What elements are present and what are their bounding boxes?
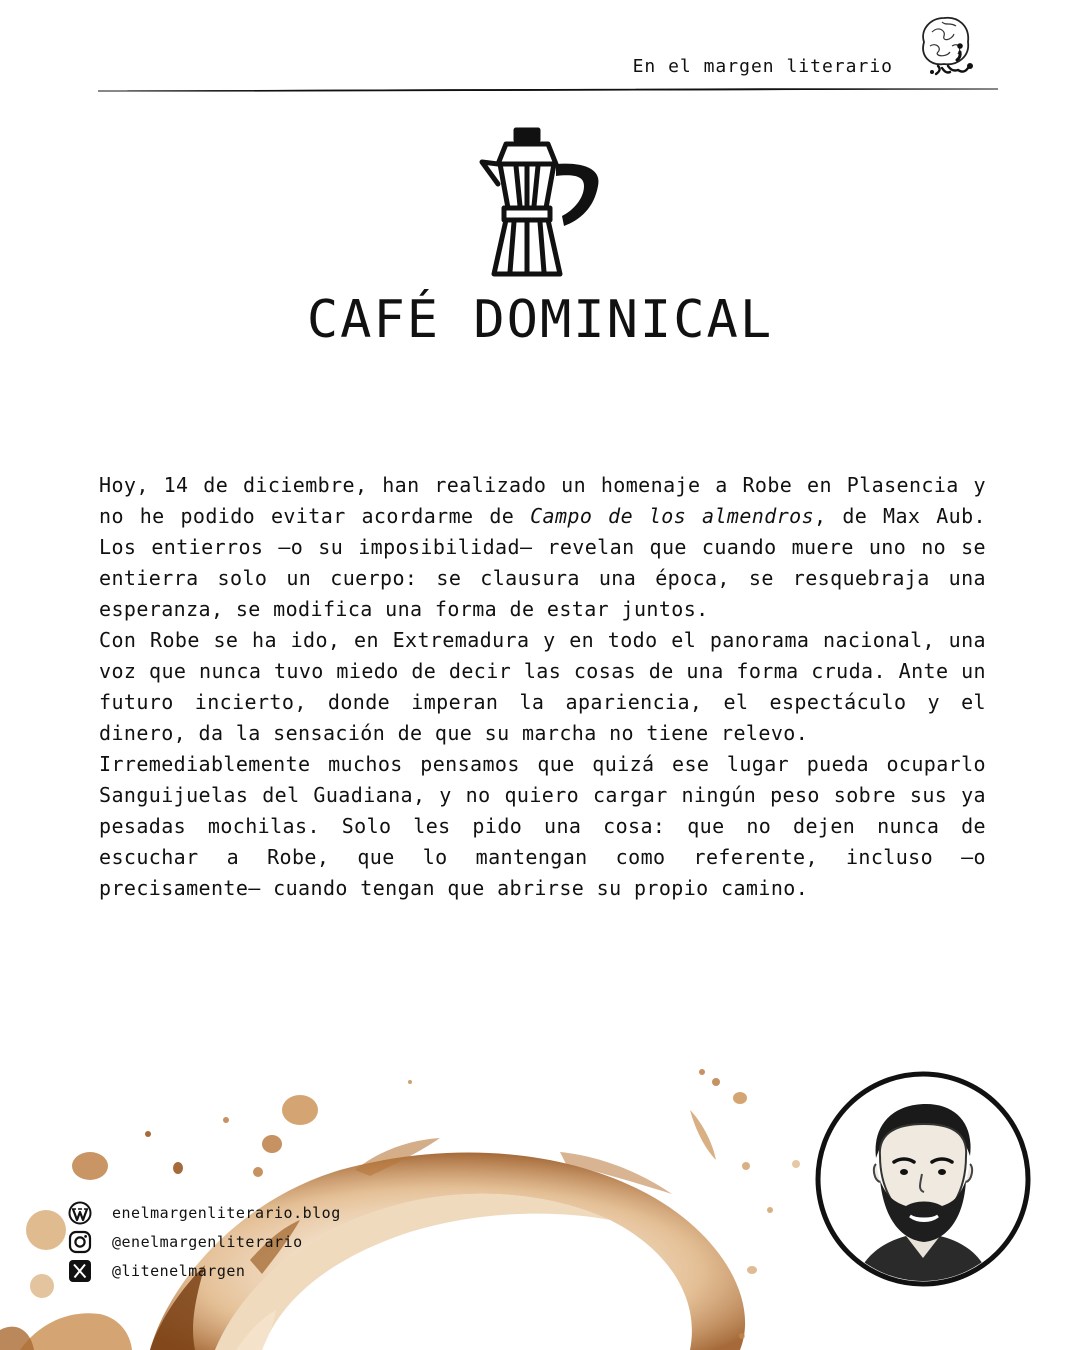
social-x-text: @litenelmargen	[112, 1261, 246, 1280]
paragraph-1-intro: Hoy, 14 de diciembre, han realizado un homenaje a Robe en Plasencia y no he podido evitar acordarme de	[99, 473, 986, 528]
header-divider	[98, 84, 998, 96]
article-body	[99, 470, 986, 904]
page-title: CAFÉ DOMINICAL	[306, 290, 774, 350]
blog-name: En el margen literario	[632, 56, 893, 77]
paragraph-3: Irremediablemente muchos pensamos que quizá ese lugar pueda ocuparlo Sanguijuelas del Guadiana, y no quiero cargar ningún peso sobre sus ya pesadas mochilas. Solo les pido una cosa: que no dejen nunca de escuchar a Robe, que lo mantengan como referente, incluso —o precisamente— cuando tengan que abrirse su propio camino.	[99, 752, 986, 900]
paragraph-2: Con Robe se ha ido, en Extremadura y en todo el panorama nacional, una voz que nunca tuvo miedo de decir las cosas de una forma cruda. Ante un futuro incierto, donde imperan la apariencia, el espectáculo y el dinero, da la sensación de que su marcha no tiene relevo.	[99, 628, 986, 745]
social-links	[68, 1198, 341, 1285]
instagram-icon	[68, 1230, 92, 1254]
paragraph-1	[99, 470, 986, 625]
paragraph-1-rest: , de Max Aub. Los entierros —o su imposibilidad— revelan que cuando muere uno no se entierra solo un cuerpo: se clausura una época, se resquebraja una esperanza, se modifica una forma de estar juntos.	[99, 504, 986, 621]
social-row-instagram[interactable]	[68, 1227, 341, 1256]
author-avatar	[814, 1070, 1032, 1288]
moka-pot-icon	[470, 126, 610, 282]
wordpress-icon	[68, 1201, 92, 1225]
social-row-x[interactable]	[68, 1256, 341, 1285]
social-instagram-text: @enelmargenliterario	[112, 1232, 303, 1251]
social-row-blog[interactable]	[68, 1198, 341, 1227]
book-title: Campo de los almendros	[530, 504, 815, 528]
x-icon	[68, 1259, 92, 1283]
brain-logo-icon	[912, 12, 982, 78]
social-blog-text: enelmargenliterario.blog	[112, 1203, 341, 1222]
